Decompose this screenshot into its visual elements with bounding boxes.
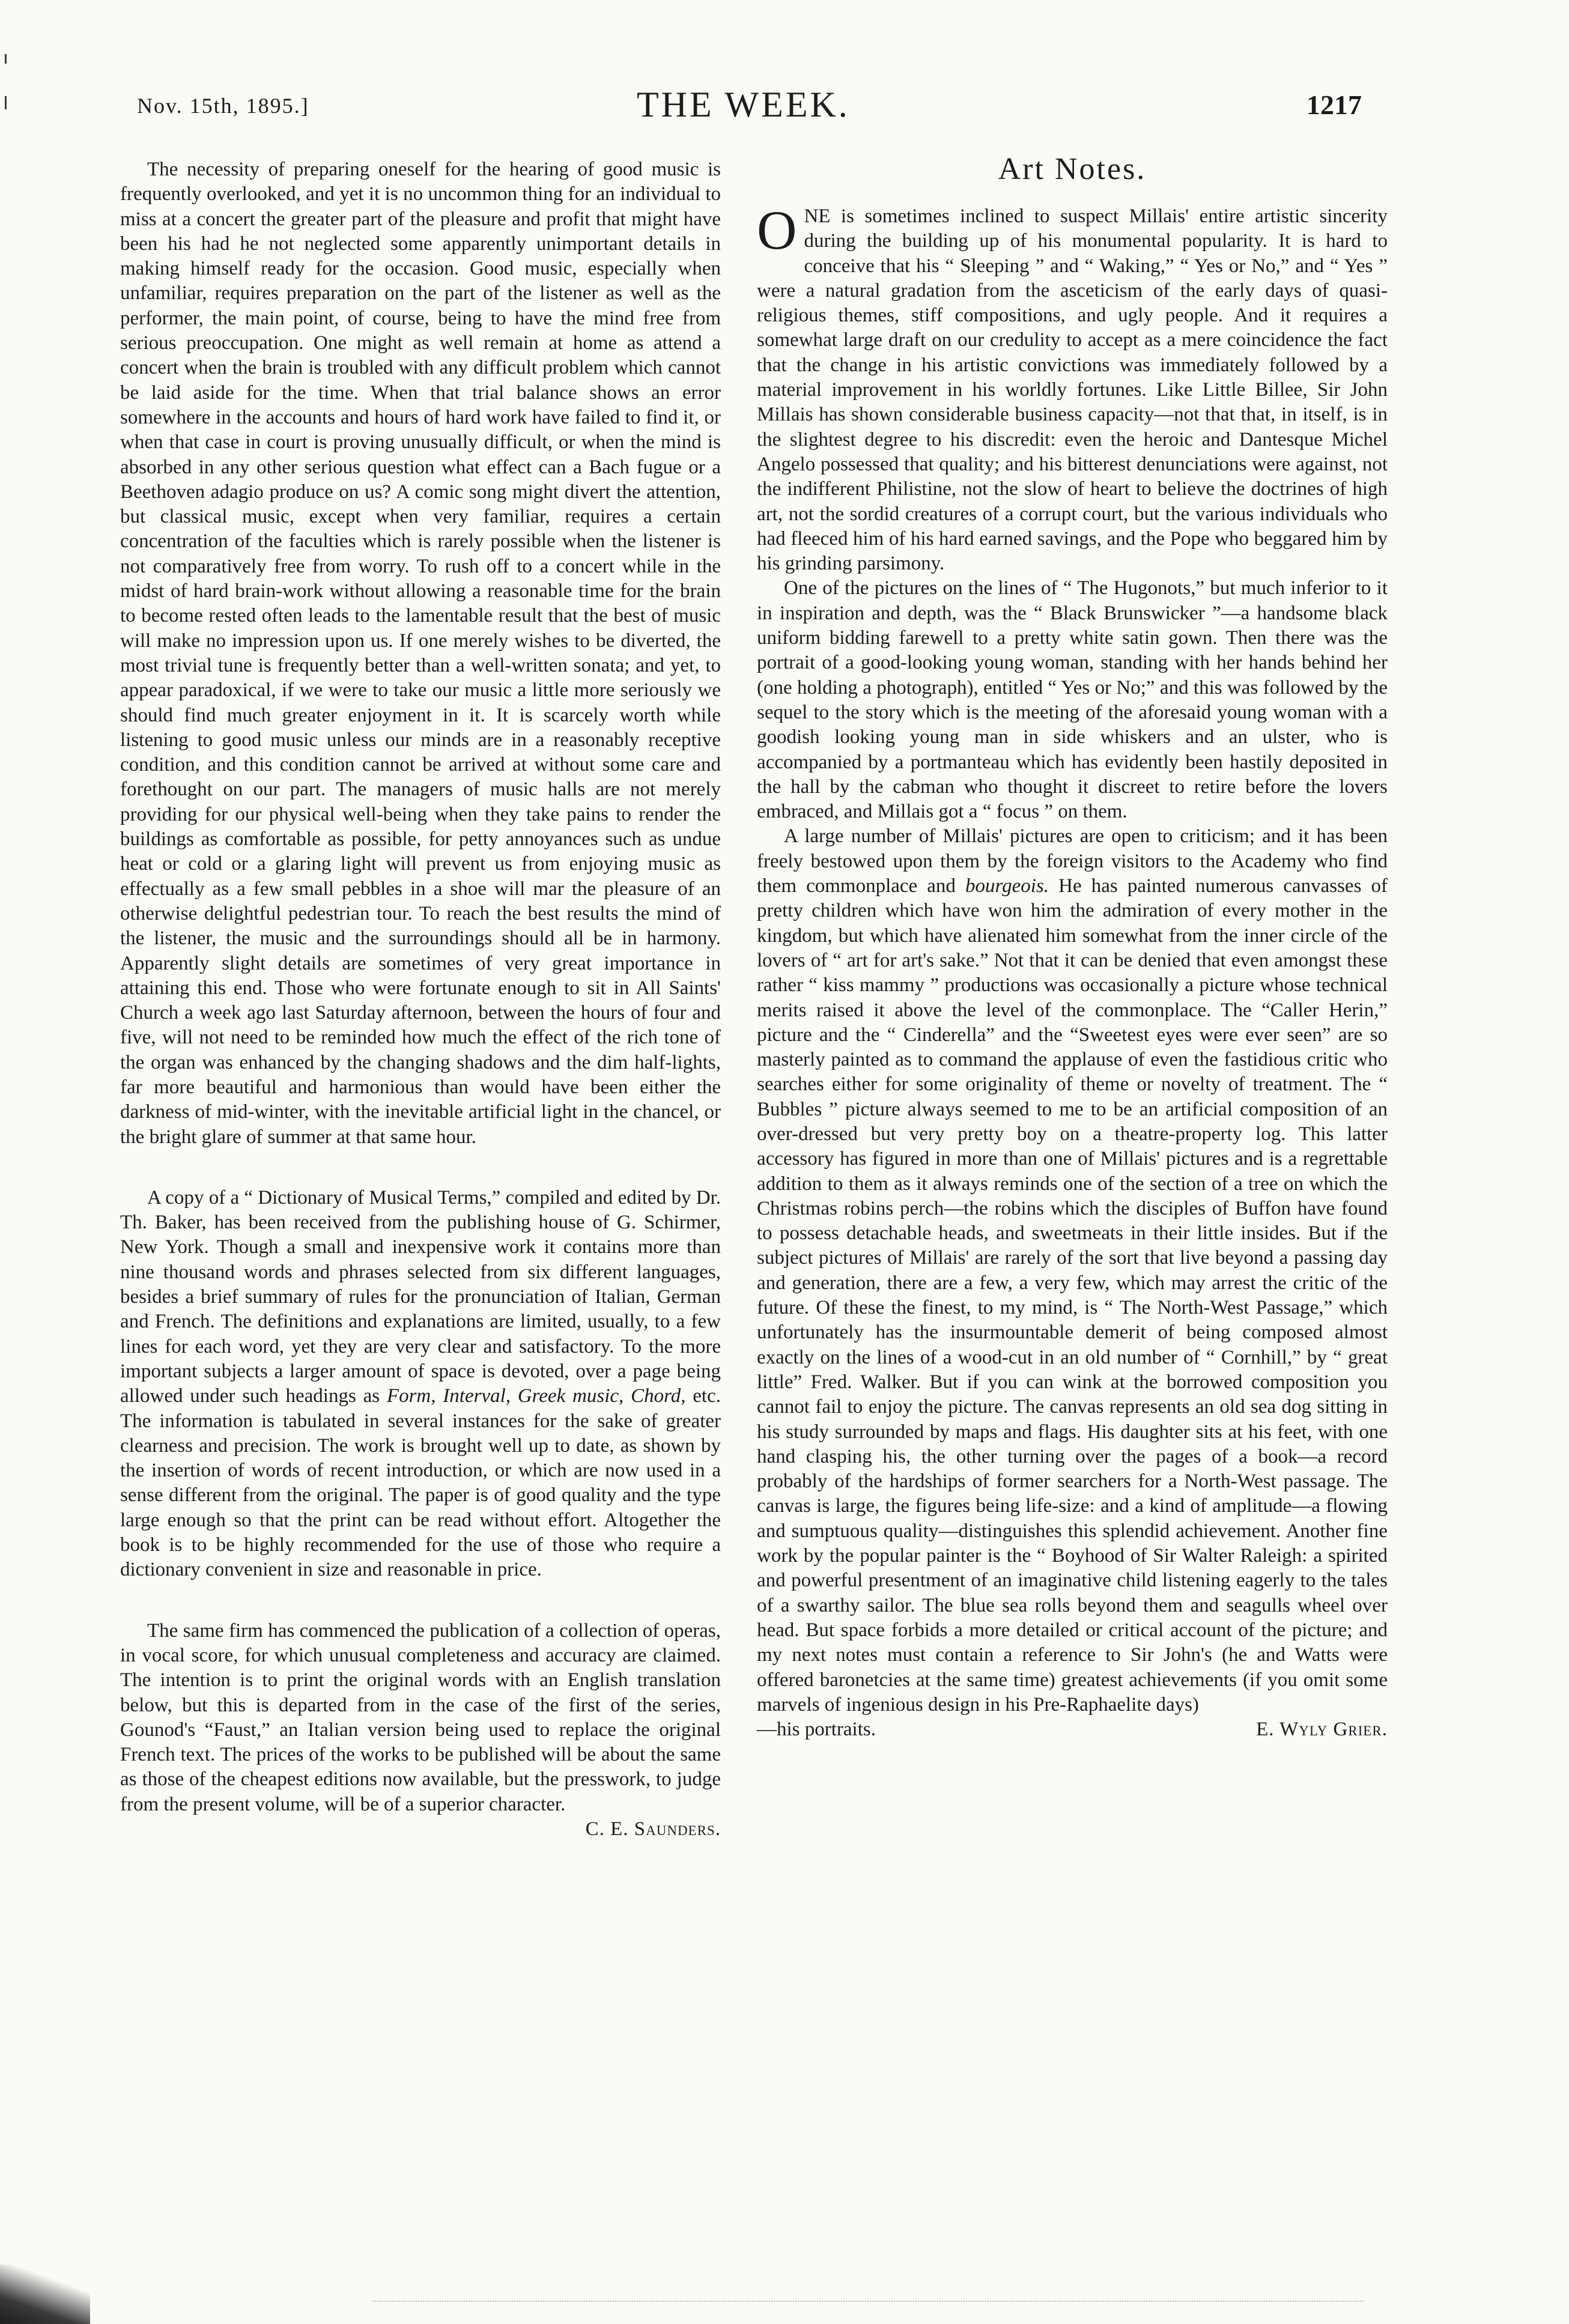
art-notes-heading: Art Notes. — [998, 152, 1147, 186]
final-fragment: —his portraits. — [757, 1719, 876, 1741]
scan-edge-mark — [5, 96, 7, 109]
issue-date: Nov. 15th, 1895.] — [137, 94, 309, 118]
dictionary-review-italic: Form, Interval, Greek music, Chord, — [386, 1385, 686, 1407]
right-column — [757, 199, 1388, 1742]
dictionary-review-text-b: etc. The information is tabulated in several instances for the sake of greater clearness and precision. The work is brought well up to date, as shown by the insertion of words of recent introduction, or which are now used in a sense different from the original. The paper is of good quality and the type large enough so that the print can be read without effort. Altogether the book is to be highly recommended for the use of those who require a dictionary convenient in size and reasonable in price. — [120, 1385, 721, 1581]
page-number: 1217 — [1306, 90, 1362, 120]
millais-sincerity-text: NE is sometimes inclined to suspect Millais' entire artistic sincerity during the building up of his monumental popularity. It is hard to conceive that his “ Sleeping ” and “ Waking,” “ Yes or No,” and “ Yes ” were a natural gradation from the asceticism of the early days of quasi-religious themes, stiff compositions, and ugly people. And it requires a somewhat large draft on our credulity to accept as a mere coincidence the fact that the change in his artistic convictions was immediately followed by a material improvement in his worldly fortunes. Like Little Billee, Sir John Millais has shown considerable business capacity—not that that, in itself, is in the slightest degree to his discredit: even the heroic and Dantesque Michel Angelo possessed that quality; and his bitterest denunciations were against, not the indifferent Philistine, not the slow of heart to believe the doctrines of high art, not the sordid creatures of a corrupt court, but the various individuals who had fleeced him of his hard earned savings, and the Pope who beggared him by his grinding parsimony. — [757, 205, 1388, 575]
hugonots-paragraph: One of the pictures on the lines of “ The Hugonots,” but much inferior to it in inspiration and depth, was the “ Black Brunswicker ”—a handsome black uniform bidding farewell to a pretty white satin gown. Then there was the portrait of a good-looking young woman, standing with her hands behind her (one holding a photograph), entitled “ Yes or No;” and this was followed by the sequel to the story which is the meeting of the aforesaid young woman with a goodish looking young man in side whiskers and an ulster, who is accompanied by a portmanteau which has evidently been hastily deposited in the hall by the cabman who thought it discreet to retire before the lovers embraced, and Millais got a “ focus ” on them. — [757, 577, 1388, 823]
drop-cap-letter: O — [757, 199, 797, 261]
scan-corner-shadow — [0, 2265, 90, 2324]
dictionary-review-text-a: A copy of a “ Dictionary of Musical Terms,” compiled and edited by Dr. Th. Baker, has been received from the publishing house of G. Schirmer, New York. Though a small and inexpensive work it contains more than nine thousand words and phrases selected from six different languages, besides a brief summary of rules for the pronunciation of Italian, German and French. The definitions and explanations are limited, usually, to a few lines for each word, yet they are very clear and satisfactory. To the more important subjects a larger amount of space is devoted, over a page being allowed under such headings as — [120, 1186, 721, 1407]
scan-edge-mark — [5, 54, 7, 64]
left-column — [120, 157, 721, 1842]
millais-sincerity-paragraph — [757, 199, 1388, 576]
saunders-signature-text: C. E. Saunders. — [585, 1818, 721, 1840]
criticism-text-b: He has painted numerous canvasses of pretty children which have won him the admiration of every mother in the kingdom, but which have alienated him somewhat from the inner circle of the lovers of “ art for art's sake.” Not that it can be denied that even amongst these rather “ kiss mammy ” productions was occasionally a picture whose technical merits raised it above the level of the commonplace. The “Caller Herin,” picture and the “ Cinderella” and the “Sweetest eyes were ever seen” are so masterly painted as to command the applause of even the fastidious critic who searches either for some originality of theme or novelty of treatment. The “ Bubbles ” picture always seemed to me to be an artificial composition of an over-dressed but very pretty boy on a theatre-property log. This latter accessory has figured in more than one of Millais' pictures and is a regrettable addition to them as it always reminds one of the section of a tree on which the Christmas robins perch—the robins which the disciples of Buffon have found to possess detachable heads, and sweetmeats in their little insides. But if the subject pictures of Millais' are rarely of the sort that live beyond a passing day and generation, there are a few, a very few, which may arrest the critic of the future. Of these the finest, to my mind, is “ The North-West Passage,” which unfortunately has the insurmountable demerit of being composed almost exactly on the lines of a wood-cut in an old number of “ Cornhill,” by “ great little” Fred. Walker. But if you can wink at the borrowed composition you cannot fail to enjoy the picture. The canvas represents an old sea dog sitting in his study surrounded by maps and flags. His daughter sits at his feet, with one hand clasping his, the other turning over the pages of a book—a record probably of the hardships of former searchers for a North-West passage. The canvas is large, the figures being life-size: and a kind of amplitude—a flowing and sumptuous quality—distinguishes this splendid achievement. Another fine work by the popular painter is the “ Boyhood of Sir Walter Raleigh: a spirited and powerful presentment of an imaginative child listening eagerly to the tales of a swarthy sailor. The blue sea rolls beyond them and seagulls wheel over head. But space forbids a more detailed or critical account of the picture; and my next notes must contain a reference to Sir John's (he and Watts were offered baronetcies at the same time) greatest achievements (if you omit some marvels of ingenious design in his Pre-Raphaelite days) — [757, 875, 1388, 1716]
criticism-italic: bourgeois. — [965, 875, 1049, 897]
author-signature-grier: E. Wyly Grier. — [1256, 1719, 1388, 1741]
closing-line — [757, 1717, 1388, 1742]
dictionary-review-paragraph — [120, 1186, 721, 1583]
author-signature-saunders — [120, 1817, 721, 1842]
opera-collection-paragraph: The same firm has commenced the publication of a collection of operas, in vocal score, for which unusual completeness and accuracy are claimed. The intention is to print the original words with an English translation below, but this is departed from in the case of the first of the series, Gounod's “Faust,” an Italian version being used to replace the original French text. The prices of the works to be published will be about the same as those of the cheapest editions now available, but the presswork, to judge from the present volume, will be of a superior character. — [120, 1619, 721, 1815]
criticism-text-a: A large number of Millais' pictures are open to criticism; and it has been freely bestowed upon them by the foreign visitors to the Academy who find them commonplace and — [757, 825, 1388, 897]
footer-rule — [372, 2301, 1364, 2302]
music-preparation-paragraph: The necessity of preparing oneself for the hearing of good music is frequently overlooked, and yet it is no uncommon thing for an individual to miss at a concert the greater part of the pleasure and profit that might have been his had he not neglected some apparently unimportant details in making himself ready for the occasion. Good music, especially when unfamiliar, requires preparation on the part of the listener as well as the performer, the main point, of course, being to have the mind free from serious preoccupation. One might as well remain at home as attend a concert when the brain is troubled with any difficult problem which cannot be laid aside for the time. When that trial balance shows an error somewhere in the accounts and hours of hard work have failed to find it, or when that case in court is proving unusually difficult, or when the mind is absorbed in any other serious question what effect can a Bach fugue or a Beethoven adagio produce on us? A comic song might divert the attention, but classical music, except when very familiar, requires a certain concentration of the faculties which is rarely possible when the listener is not comparatively free from worry. To rush off to a concert while in the midst of hard brain-work without allowing a reasonable time for the brain to become rested often leads to the lamentable result that the best of music will make no impression upon us. If one merely wishes to be diverted, the most trivial tune is frequently better than a well-written sonata; and yet, to appear paradoxical, if we were to take our music a little more seriously we should find much greater enjoyment in it. It is scarcely worth while listening to good music unless our minds are in a reasonably receptive condition, and this condition cannot be arrived at without some care and forethought on our part. The managers of music halls are not merely providing for our physical well-being when they take pains to render the buildings as comfortable as possible, for petty annoyances such as undue heat or cold or a glaring light will prevent us from enjoying music as effectually as a few small pebbles in a shoe will mar the pleasure of an otherwise delightful pedestrian tour. To reach the best results the mind of the listener, the music and the surroundings should all be in harmony. Apparently slight details are sometimes of very great importance in attaining this end. Those who were fortunate enough to sit in All Saints' Church a week ago last Saturday afternoon, between the hours of four and five, will not need to be reminded how much the effect of the rich tone of the organ was enhanced by the changing shadows and the dim half-lights, far more beautiful and harmonious than would have been either the darkness of mid-winter, with the inevitable artificial light in the chancel, or the bright glare of summer at that same hour. — [120, 159, 721, 1148]
millais-criticism-paragraph — [757, 824, 1388, 1717]
publication-title: THE WEEK. — [637, 85, 850, 124]
